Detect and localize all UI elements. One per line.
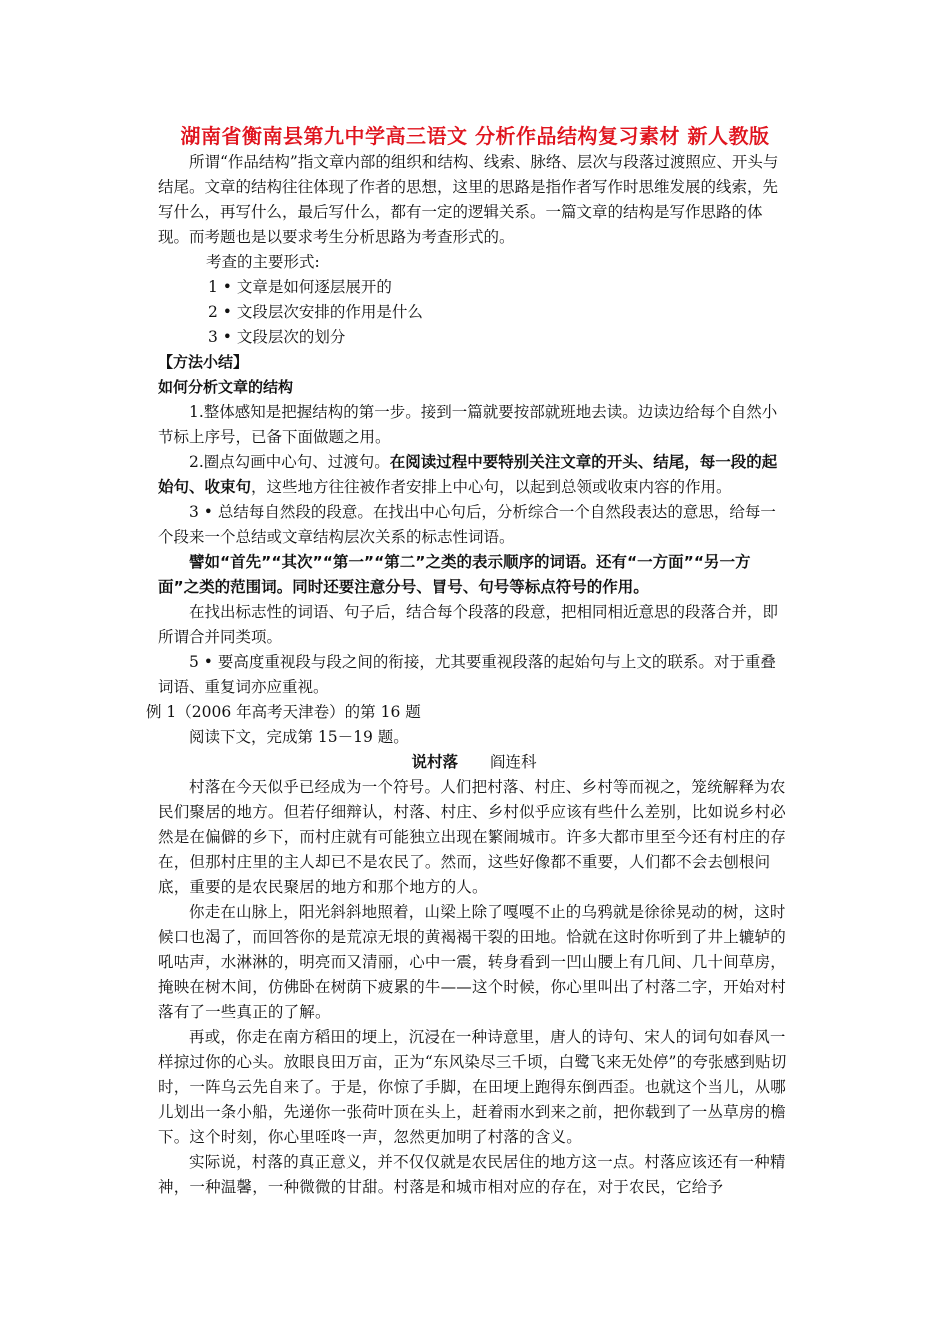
article-heading: [158, 750, 790, 775]
step-2-tail: ，这些地方往往被作者安排上中心句，以起到总领或收束内容的作用。: [251, 478, 732, 496]
article-author: 阎连科: [490, 753, 537, 771]
article-paragraph-4: 实际说，村落的真正意义，并不仅仅就是农民居住的地方这一点。村落应该还有一种精神，一种温馨，一种微微的甘甜。村落是和城市相对应的存在，对于农民，它给予: [158, 1153, 786, 1196]
article-paragraph-1: 村落在今天似乎已经成为一个符号。人们把村落、村庄、乡村等而视之，笼统解释为农民们聚居的地方。但若仔细辩认，村落、村庄、乡村似乎应该有些什么差别，比如说乡村必然是在偏僻的乡下，而村庄就有可能独立出现在繁闹城市。许多大都市里至今还有村庄的存在，但那村庄里的主人却已不是农民了。然而，这些好像都不重要，人们都不会去刨根问底，重要的是农民聚居的地方和那个地方的人。: [158, 778, 787, 896]
forms-label: 考查的主要形式:: [206, 253, 320, 271]
form-item-1: 1 • 文章是如何逐层展开的: [208, 278, 392, 296]
article-paragraph-2: 你走在山脉上，阳光斜斜地照着，山梁上除了嘎嘎不止的乌鸦就是徐徐晃动的树，这时候口也渴了，而回答你的是荒凉无垠的黄褐褐干裂的田地。恰就在这时你听到了井上辘轳的吼咕声，水淋淋的，明亮而又清丽，心中一震，转身看到一凹山腰上有几间、几十间草房，掩映在树木间，仿佛卧在树荫下疲累的牛——这个时候，你心里叫出了村落二字，开始对村落有了一些真正的了解。: [158, 903, 787, 1021]
example-instruction: 阅读下文，完成第 15－19 题。: [189, 728, 409, 746]
method-heading: 【方法小结】: [158, 353, 249, 371]
article-paragraph-3: 再或，你走在南方稻田的埂上，沉浸在一种诗意里，唐人的诗句、宋人的词句如春风一样掠过你的心头。放眼良田万亩，正为“东风染尽三千顷，白鹭飞来无处停”的夸张感到贴切时，一阵乌云先自来了。于是，你惊了手脚，在田埂上跑得东倒西歪。也就这个当儿，从哪儿划出一条小船，先递你一张荷叶顶在头上，赶着雨水到来之前，把你载到了一丛草房的檐下。这个时刻，你心里咥咚一声，忽然更加明了村落的含义。: [158, 1028, 787, 1146]
form-item-2: 2 • 文段层次安排的作用是什么: [208, 303, 423, 321]
step-4: 在找出标志性的词语、句子后，结合每个段落的段意，把相同相近意思的段落合并，即所谓合并同类项。: [158, 603, 779, 646]
method-subheading: 如何分析文章的结构: [158, 378, 294, 396]
step-2: [158, 450, 790, 500]
step-5: 5 • 要高度重视段与段之间的衔接，尤其要重视段落的起始句与上文的联系。对于重叠词语、重复词亦应重视。: [158, 653, 776, 696]
step-3: 3 • 总结每自然段的段意。在找出中心句后，分析综合一个自然段表达的意思，给每一个段来一个总结或文章结构层次关系的标志性词语。: [158, 503, 776, 546]
form-item-3: 3 • 文段层次的划分: [208, 328, 346, 346]
document-title: 湖南省衡南县第九中学高三语文 分析作品结构复习素材 新人教版: [180, 124, 770, 148]
step-3-emphasis: 譬如“首先”“其次”“第一”“第二”之类的表示顺序的词语。还有“一方面”“另一方面”之类的范围词。同时还要注意分号、冒号、句号等标点符号的作用。: [158, 553, 751, 596]
document-body: [146, 150, 790, 1200]
intro-paragraph: 所谓“作品结构”指文章内部的组织和结构、线索、脉络、层次与段落过渡照应、开头与结尾。文章的结构往往体现了作者的思想，这里的思路是指作者写作时思维发展的线索，先写什么，再写什么，最后写什么，都有一定的逻辑关系。一篇文章的结构是写作思路的体现。而考题也是以要求考生分析思路为考查形式的。: [158, 153, 779, 246]
step-1: 1.整体感知是把握结构的第一步。接到一篇就要按部就班地去读。边读边给每个自然小节标上序号，已备下面做题之用。: [158, 403, 778, 446]
step-2-emphasis: 在阅读过程中要特别关注文章的开头、结尾，每一段的起始句、收束句: [158, 453, 778, 496]
step-2-text: 2.圈点勾画中心句、过渡句。: [189, 453, 390, 471]
article-title: 说村落: [411, 753, 458, 771]
example-label: 例 1（2006 年高考天津卷）的第 16 题: [146, 703, 421, 721]
